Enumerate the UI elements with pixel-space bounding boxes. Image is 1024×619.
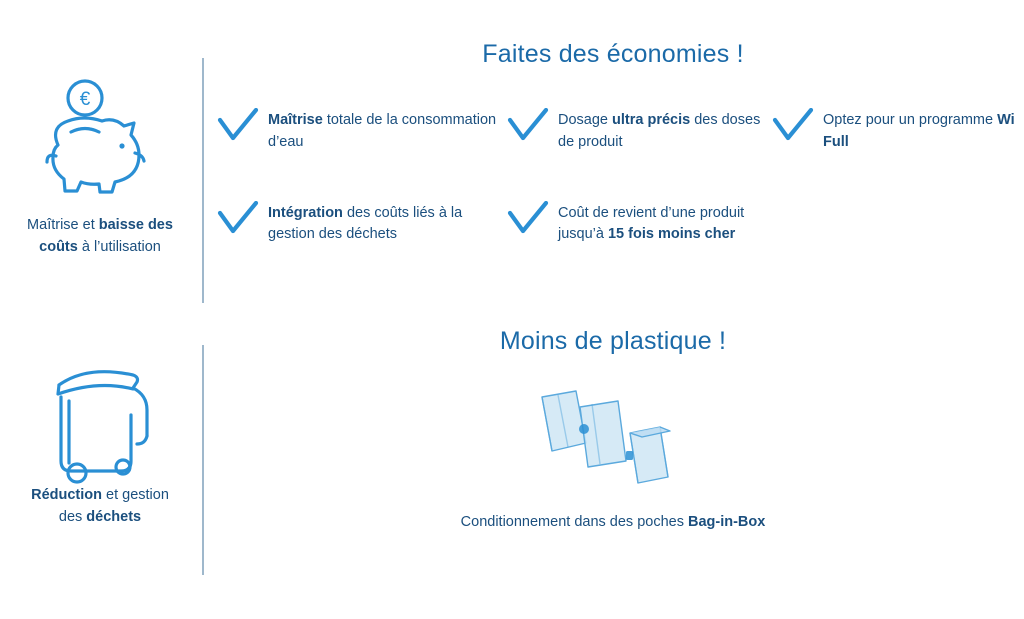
list-item-label [268,201,506,247]
item1-bold: Maîtrise [268,112,323,128]
item3-b: Wi Full [823,112,1015,150]
item4-b: des coûts liés à la gestion des déchets [268,204,463,243]
list-item-label [558,201,771,247]
right-column [202,0,1024,619]
svg-text:€: € [79,89,91,110]
list-item [771,108,1016,154]
bib-caption-b: Bag-in-Box [687,514,766,530]
left-caption-savings [0,214,200,259]
list-item [506,108,771,154]
item2-b: ultra précis [612,112,691,128]
list-item [216,108,506,154]
left-block-savings [0,60,200,259]
left-caption-waste [0,484,200,529]
caption-text-2: baisse [98,217,144,233]
check-icon [771,108,815,144]
left-block-waste [0,350,200,529]
caption-text-1: Maîtrise et [27,217,99,233]
check-icon [216,108,260,144]
check-icon [216,201,260,237]
list-item-label [558,108,771,154]
left-column [0,0,200,619]
list-item [216,201,506,247]
piggy-bank-icon [0,60,200,210]
caption-text-4: des coûts [39,217,173,256]
waste-bin-icon [0,350,200,480]
caption-waste-1: Réduction [31,487,102,503]
list-item-label [823,108,1016,154]
item1-rest: totale de la consommation d’eau [268,112,497,150]
bag-in-box-block [202,385,1024,533]
section-title-economies: Faites des économies ! [482,40,744,68]
bag-in-box-caption [202,511,1024,533]
section-title-plastique: Moins de plastique ! [499,327,727,355]
bag-in-box-icon [202,385,1024,495]
item5-b: 15 fois moins cher [607,226,736,243]
list-item [506,201,771,247]
economies-row-2 [216,201,1016,247]
caption-waste-2: et gestion des [58,487,169,526]
item2-c: des doses de produit [558,112,761,150]
item5-a: Coût de revient d’une produit jusqu’à [558,204,745,243]
check-icon [506,108,550,144]
item2-a: Dosage [558,112,613,128]
item4-a: Intégration [268,204,343,221]
list-item-label [268,108,506,154]
bib-caption-a: Conditionnement dans des poches [460,514,688,530]
check-icon [506,201,550,237]
item3-a: Optez pour un programme [823,112,998,128]
economies-grid [216,108,1016,246]
caption-waste-3: déchets [86,509,142,526]
caption-text-5: à l’utilisation [77,239,161,256]
economies-row-1 [216,108,1016,154]
